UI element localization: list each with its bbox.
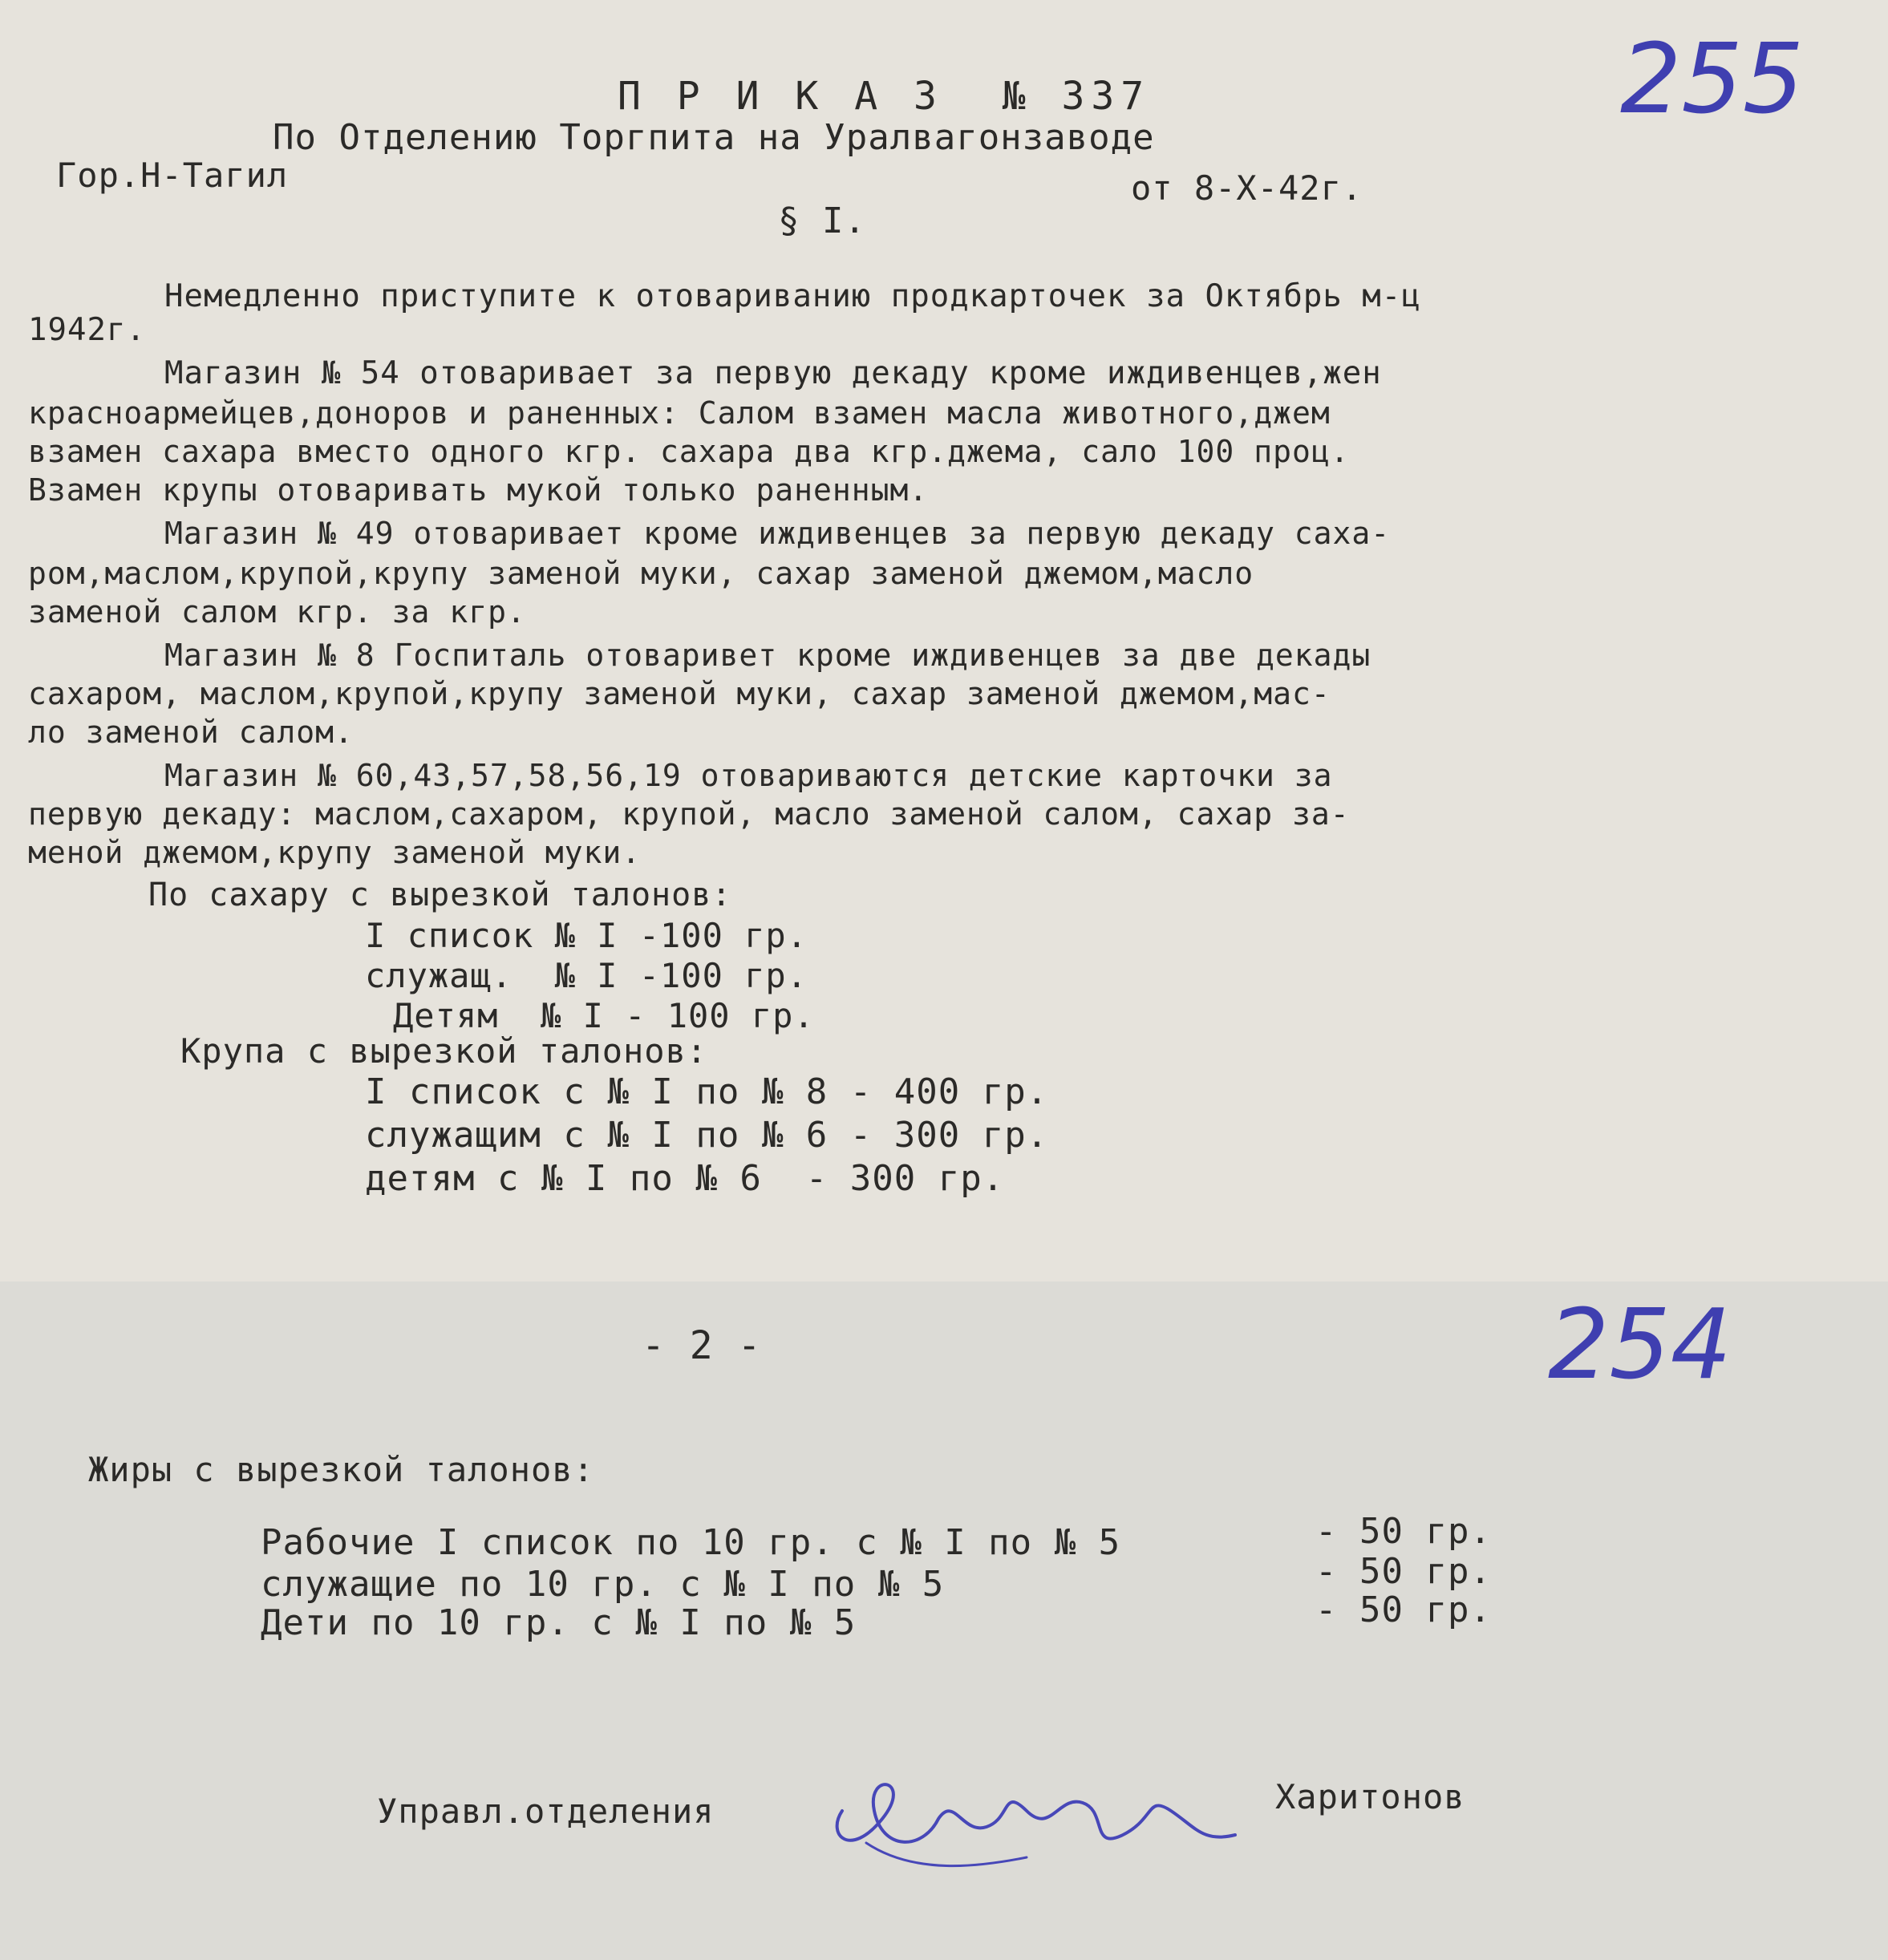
body-line: красноармейцев,доноров и раненных: Салом взамен масла животного,джем [28,395,1331,431]
order-section: § I. [778,200,866,241]
body-line: Магазин № 8 Госпиталь отоваривет кроме иждивенцев за две декады [164,638,1371,673]
fats-line-amount: - 50 гр. [1315,1589,1492,1630]
fats-line-label: Дети по 10 гр. с № I по № 5 [261,1602,857,1643]
archive-number-page-1: 255 [1620,24,1805,136]
grain-line: детям с № I по № 6 - 300 гр. [365,1158,1005,1199]
body-line: Взамен крупы отоваривать мукой только раненным. [28,472,929,508]
grain-line: служащим с № I по № 6 - 300 гр. [365,1115,1049,1156]
body-line: ло заменой салом. [28,715,354,750]
fats-line-amount: - 50 гр. [1315,1511,1492,1552]
fats-line-label: служащие по 10 гр. с № I по № 5 [261,1564,945,1605]
grain-line: I список с № I по № 8 - 400 гр. [365,1071,1049,1112]
body-line: Магазин № 49 отоваривает кроме иждивенцев за первую декаду саха- [164,516,1391,551]
grain-heading: Крупа с вырезкой талонов: [180,1031,708,1071]
signature-name: Харитонов [1275,1777,1465,1816]
order-date: от 8-Х-42г. [1131,168,1363,208]
body-line: меной джемом,крупу заменой муки. [28,835,642,870]
fats-line-label: Рабочие I список по 10 гр. с № I по № 5 [261,1522,1121,1563]
sugar-heading: По сахару с вырезкой талонов: [148,877,732,913]
signature-title: Управл.отделения [377,1792,715,1831]
order-city: Гор.Н-Тагил [56,156,289,195]
sugar-line: Детям № I - 100 гр. [393,996,815,1035]
body-line: Магазин № 54 отоваривает за первую декаду кроме иждивенцев,жен [164,355,1382,391]
signature-handwriting [818,1763,1267,1883]
page-number: - 2 - [642,1323,762,1368]
body-line: Немедленно приступите к отовариванию продкарточек за Октябрь м-ц [164,278,1421,314]
fats-line-amount: - 50 гр. [1315,1551,1492,1592]
body-line: первую декаду: маслом,сахаром, крупой, масло заменой салом, сахар за- [28,796,1350,832]
body-line: 1942г. [28,312,146,348]
sugar-line: I список № I -100 гр. [365,916,808,955]
body-line: ром,маслом,крупой,крупу заменой муки, сахар заменой джемом,масло [28,556,1254,591]
body-line: Магазин № 60,43,57,58,56,19 отовариваются детские карточки за [164,758,1333,793]
body-line: сахаром, маслом,крупой,крупу заменой муки, сахар заменой джемом,мас- [28,676,1331,711]
sugar-line: служащ. № I -100 гр. [365,956,808,995]
body-line: заменой салом кгр. за кгр. [28,594,526,630]
order-title: П Р И К А З № 337 [618,74,1151,119]
archive-number-page-2: 254 [1548,1290,1732,1401]
body-line: взамен сахара вместо одного кгр. сахара два кгр.джема, сало 100 проц. [28,434,1350,469]
fats-heading: Жиры с вырезкой талонов: [88,1450,594,1489]
order-subtitle: По Отделению Торгпита на Уралвагонзаводе [273,117,1155,158]
order-sheet-page-2 [0,1282,1888,1960]
